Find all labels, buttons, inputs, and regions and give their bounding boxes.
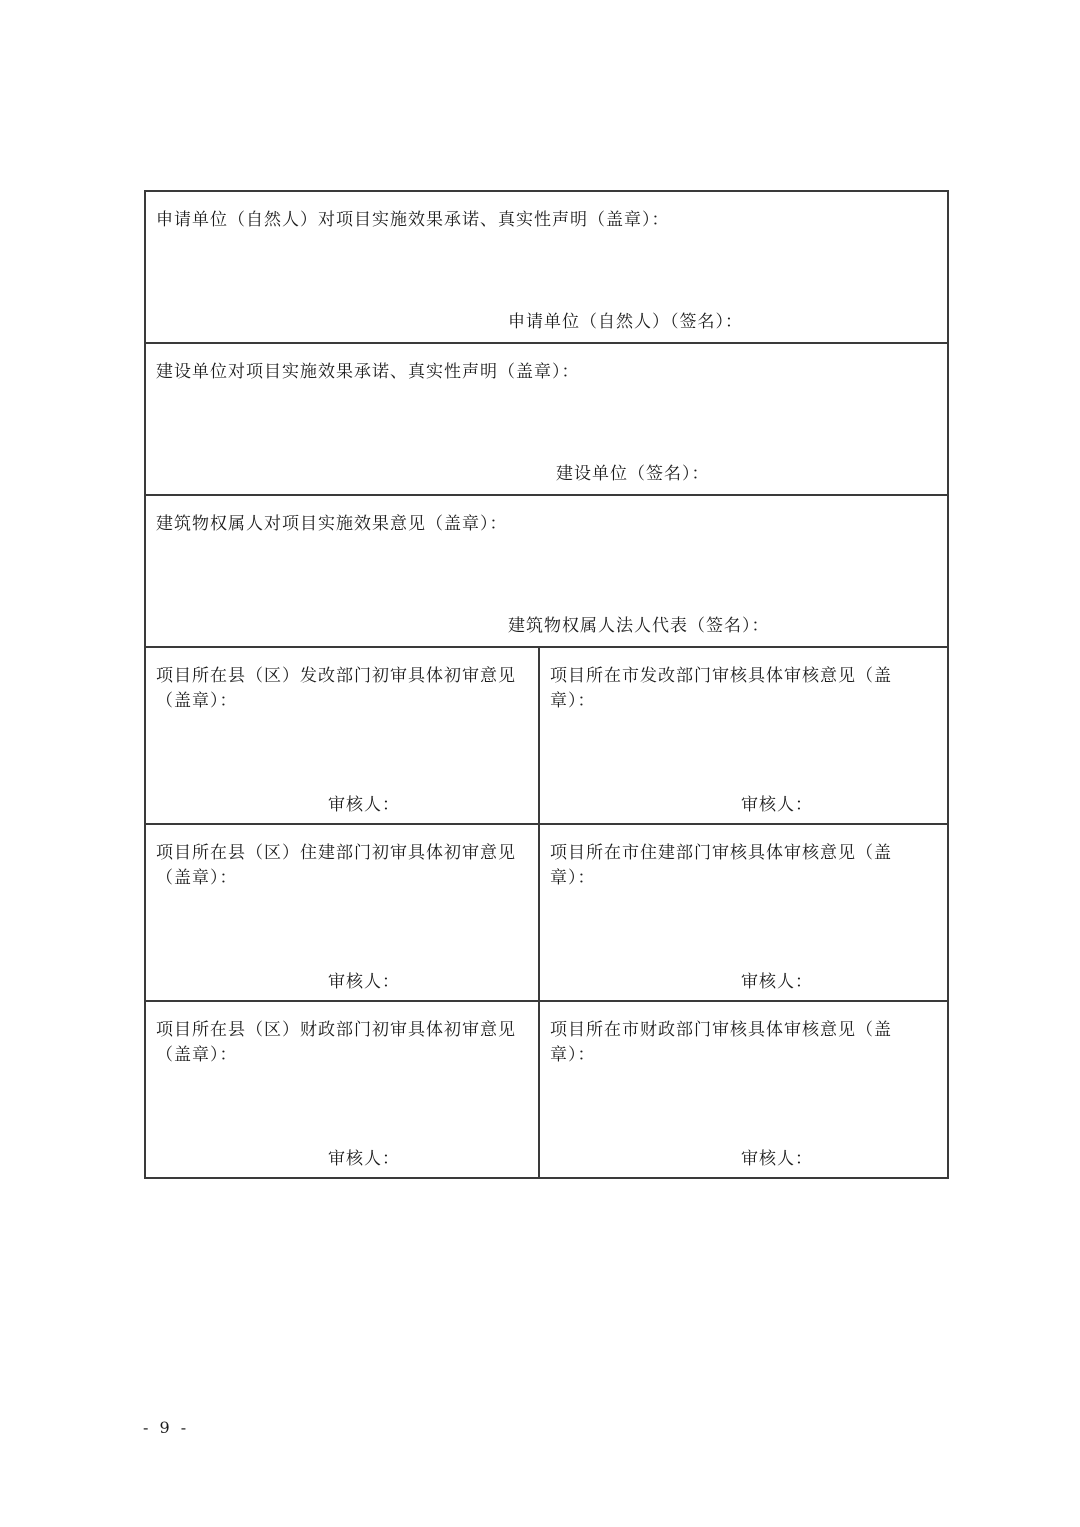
dev-county-cell: [145, 647, 539, 824]
dev-city-cell: [539, 647, 948, 824]
page-number: - 9 -: [143, 1418, 190, 1437]
dev-city-prompt: 项目所在市发改部门审核具体审核意见（盖章）：: [550, 666, 892, 711]
builder-signature-label: 建设单位（签名）：: [556, 464, 710, 484]
housing-county-prompt: 项目所在县（区）住建部门初审具体初审意见（盖章）：: [156, 843, 516, 888]
housing-city-cell: [539, 824, 948, 1001]
finance-city-prompt: 项目所在市财政部门审核具体审核意见（盖章）：: [550, 1020, 892, 1065]
owner-prompt: 建筑物权属人对项目实施效果意见（盖章）：: [156, 514, 508, 534]
development-review-row: [145, 647, 948, 824]
housing-county-reviewer-label: 审核人：: [328, 972, 400, 992]
housing-city-reviewer-label: 审核人：: [741, 972, 813, 992]
housing-review-row: [145, 824, 948, 1001]
finance-county-prompt: 项目所在县（区）财政部门初审具体初审意见（盖章）：: [156, 1020, 516, 1065]
owner-signature-label: 建筑物权属人法人代表（签名）：: [508, 616, 770, 636]
applicant-signature-label: 申请单位（自然人）（签名）：: [508, 312, 743, 332]
finance-city-cell: [539, 1001, 948, 1178]
finance-county-cell: [145, 1001, 539, 1178]
builder-cell: [145, 343, 948, 495]
applicant-row: [145, 191, 948, 343]
applicant-prompt: 申请单位（自然人）对项目实施效果承诺、真实性声明（盖章）：: [156, 210, 670, 230]
finance-city-reviewer-label: 审核人：: [741, 1149, 813, 1169]
finance-county-reviewer-label: 审核人：: [328, 1149, 400, 1169]
builder-prompt: 建设单位对项目实施效果承诺、真实性声明（盖章）：: [156, 362, 580, 382]
housing-county-cell: [145, 824, 539, 1001]
owner-cell: [145, 495, 948, 647]
applicant-cell: [145, 191, 948, 343]
dev-city-reviewer-label: 审核人：: [741, 795, 813, 815]
builder-row: [145, 343, 948, 495]
dev-county-reviewer-label: 审核人：: [328, 795, 400, 815]
finance-review-row: [145, 1001, 948, 1178]
approval-form-table: [144, 190, 949, 1179]
owner-row: [145, 495, 948, 647]
housing-city-prompt: 项目所在市住建部门审核具体审核意见（盖章）：: [550, 843, 892, 888]
dev-county-prompt: 项目所在县（区）发改部门初审具体初审意见（盖章）：: [156, 666, 516, 711]
